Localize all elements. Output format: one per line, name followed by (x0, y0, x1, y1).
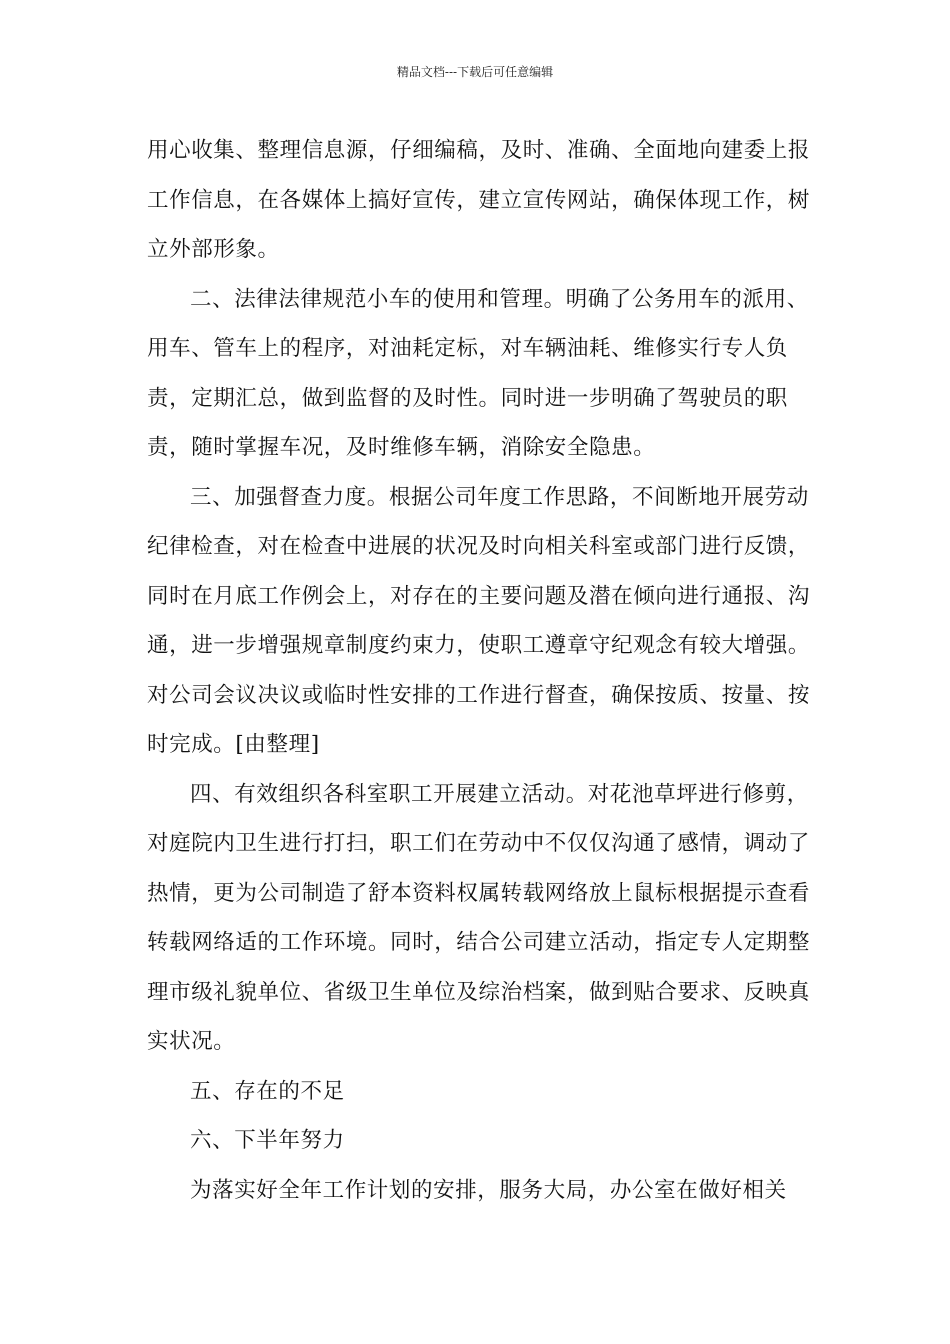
document-body (147, 126, 827, 1215)
page-header: 精品文档---下载后可任意编辑 (396, 65, 554, 79)
paragraph-section-4: 四、有效组织各科室职工开展建立活动。对花池草坪进行修剪，对庭院内卫生进行打扫，职工们在劳动中不仅仅沟通了感情，调动了热情，更为公司制造了舒本资料权属转载网络放上鼠标根据提示查看转载网络适的工作环境。同时，结合公司建立活动，指定专人定期整理市级礼貌单位、省级卫生单位及综治档案，做到贴合要求、反映真实状况。 (147, 781, 811, 1054)
heading-section-6: 六、下半年努力 (190, 1128, 345, 1153)
paragraph-intro: 用心收集、整理信息源，仔细编稿，及时、准确、全面地向建委上报工作信息，在各媒体上搞好宣传，建立宣传网站，确保体现工作，树立外部形象。 (147, 138, 811, 262)
heading-section-5: 五、存在的不足 (190, 1078, 345, 1104)
paragraph-section-2: 二、法律法律规范小车的使用和管理。明确了公务用车的派用、用车、管车上的程序，对油耗定标，对车辆油耗、维修实行专人负责，定期汇总，做到监督的及时性。同时进一步明确了驾驶员的职责，随时掌握车况，及时维修车辆，消除安全隐患。 (147, 286, 809, 460)
paragraph-plan: 为落实好全年工作计划的安排，服务大局，办公室在做好相关 (190, 1177, 787, 1203)
paragraph-section-3: 三、加强督查力度。根据公司年度工作思路，不间断地开展劳动纪律检查，对在检查中进展的状况及时向相关科室或部门进行反馈，同时在月底工作例会上，对存在的主要问题及潜在倾向进行通报、沟通，进一步增强规章制度约束力，使职工遵章守纪观念有较大增强。对公司会议决议或临时性安排的工作进行督查，确保按质、按量、按时完成。[由整理] (147, 484, 811, 757)
